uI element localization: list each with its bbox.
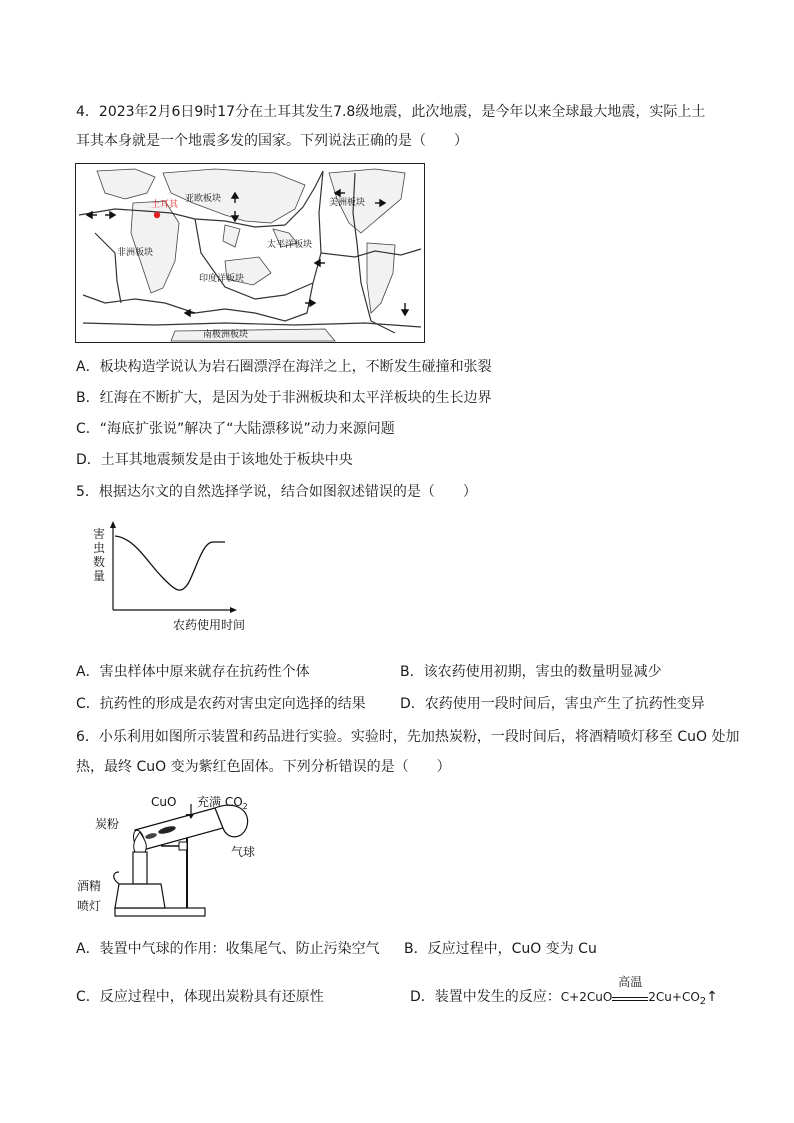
label-indian-plate: 印度洋板块 bbox=[199, 274, 245, 284]
eq-condition-sign bbox=[612, 975, 648, 1001]
y-axis-arrow-icon bbox=[110, 521, 116, 528]
eq-gas-arrow: ↑ bbox=[706, 989, 718, 1005]
label-balloon: 气球 bbox=[231, 845, 256, 859]
q4-option-c: C．“海底扩张说”解决了“大陆漂移说”动力来源问题 bbox=[76, 421, 395, 437]
q5-option-d: D．农药使用一段时间后，害虫产生了抗药性变异 bbox=[400, 696, 705, 712]
pest-population-chart bbox=[85, 520, 255, 636]
lamp-body bbox=[115, 884, 165, 908]
label-lamp-line2: 喷灯 bbox=[77, 899, 102, 913]
q5-option-a: A．害虫样体中原来就存在抗药性个体 bbox=[76, 664, 310, 680]
chart-ylabel: 害 虫 数 量 bbox=[93, 527, 106, 583]
lamp-chimney bbox=[133, 852, 147, 884]
q6-stem-line1: 6．小乐利用如图所示装置和药品进行实验。实验时，先加热炭粉，一段时间后，将酒精喷灯移至 CuO 处加 bbox=[76, 729, 740, 745]
label-co2: 充满 $CO_2$ bbox=[197, 795, 248, 811]
label-lamp-line1: 酒精 bbox=[77, 879, 102, 893]
label-antarctic-plate: 南极洲板块 bbox=[203, 330, 249, 340]
eq-subscript: 2 bbox=[699, 996, 707, 1007]
label-american-plate: 美洲板块 bbox=[329, 198, 366, 208]
q5-stem: 5．根据达尔文的自然选择学说，结合如图叙述错误的是（ ） bbox=[76, 484, 477, 500]
q4-option-d: D．土耳其地震频发是由于该地处于板块中央 bbox=[76, 452, 353, 468]
q6-stem-line2: 热，最终 CuO 变为紫红色固体。下列分析错误的是（ ） bbox=[76, 759, 451, 775]
q6-option-d-prefix: D．装置中发生的反应： bbox=[410, 989, 561, 1005]
eq-left: C+2CuO bbox=[560, 990, 613, 1004]
label-carbon: 炭粉 bbox=[95, 817, 120, 831]
label-cuo: CuO bbox=[151, 795, 177, 809]
pest-curve bbox=[115, 536, 225, 590]
plate-tectonics-map bbox=[75, 163, 425, 343]
stand-base bbox=[115, 908, 205, 916]
q6-option-d bbox=[410, 975, 718, 1012]
q4-stem-line1: 4．2023年2月6日9时17分在土耳其发生7.8级地震，此次地震，是今年以来全球最大地震，实际上土 bbox=[76, 104, 706, 120]
q6-option-a: A．装置中气球的作用：收集尾气、防止污染空气 bbox=[76, 941, 380, 957]
chart-xlabel: 农药使用时间 bbox=[173, 618, 246, 632]
q5-option-c: C．抗药性的形成是农药对害虫定向选择的结果 bbox=[76, 696, 366, 712]
q6-option-b: B．反应过程中，CuO 变为 Cu bbox=[404, 941, 597, 957]
turkey-marker-icon bbox=[154, 212, 160, 218]
label-turkey: 土耳其 bbox=[151, 200, 179, 210]
q5-option-b: B．该农药使用初期，害虫的数量明显减少 bbox=[400, 664, 662, 680]
q6-option-c: C．反应过程中，体现出炭粉具有还原性 bbox=[76, 989, 324, 1005]
q4-stem-line2: 耳其本身就是一个地震多发的国家。下列说法正确的是（ ） bbox=[76, 133, 468, 149]
label-african-plate: 非洲板块 bbox=[117, 248, 154, 258]
q4-option-a: A．板块构造学说认为岩石圈漂浮在海洋之上，不断发生碰撞和张裂 bbox=[76, 359, 492, 375]
label-pacific-plate: 太平洋板块 bbox=[267, 240, 313, 250]
q4-option-b: B．红海在不断扩大，是因为处于非洲板块和太平洋板块的生长边界 bbox=[76, 390, 492, 406]
label-eurasian-plate: 亚欧板块 bbox=[185, 194, 222, 204]
x-axis-arrow-icon bbox=[230, 607, 237, 613]
eq-condition: 高温 bbox=[618, 975, 643, 989]
apparatus-diagram bbox=[75, 790, 275, 922]
eq-right: 2Cu+CO bbox=[648, 990, 700, 1004]
